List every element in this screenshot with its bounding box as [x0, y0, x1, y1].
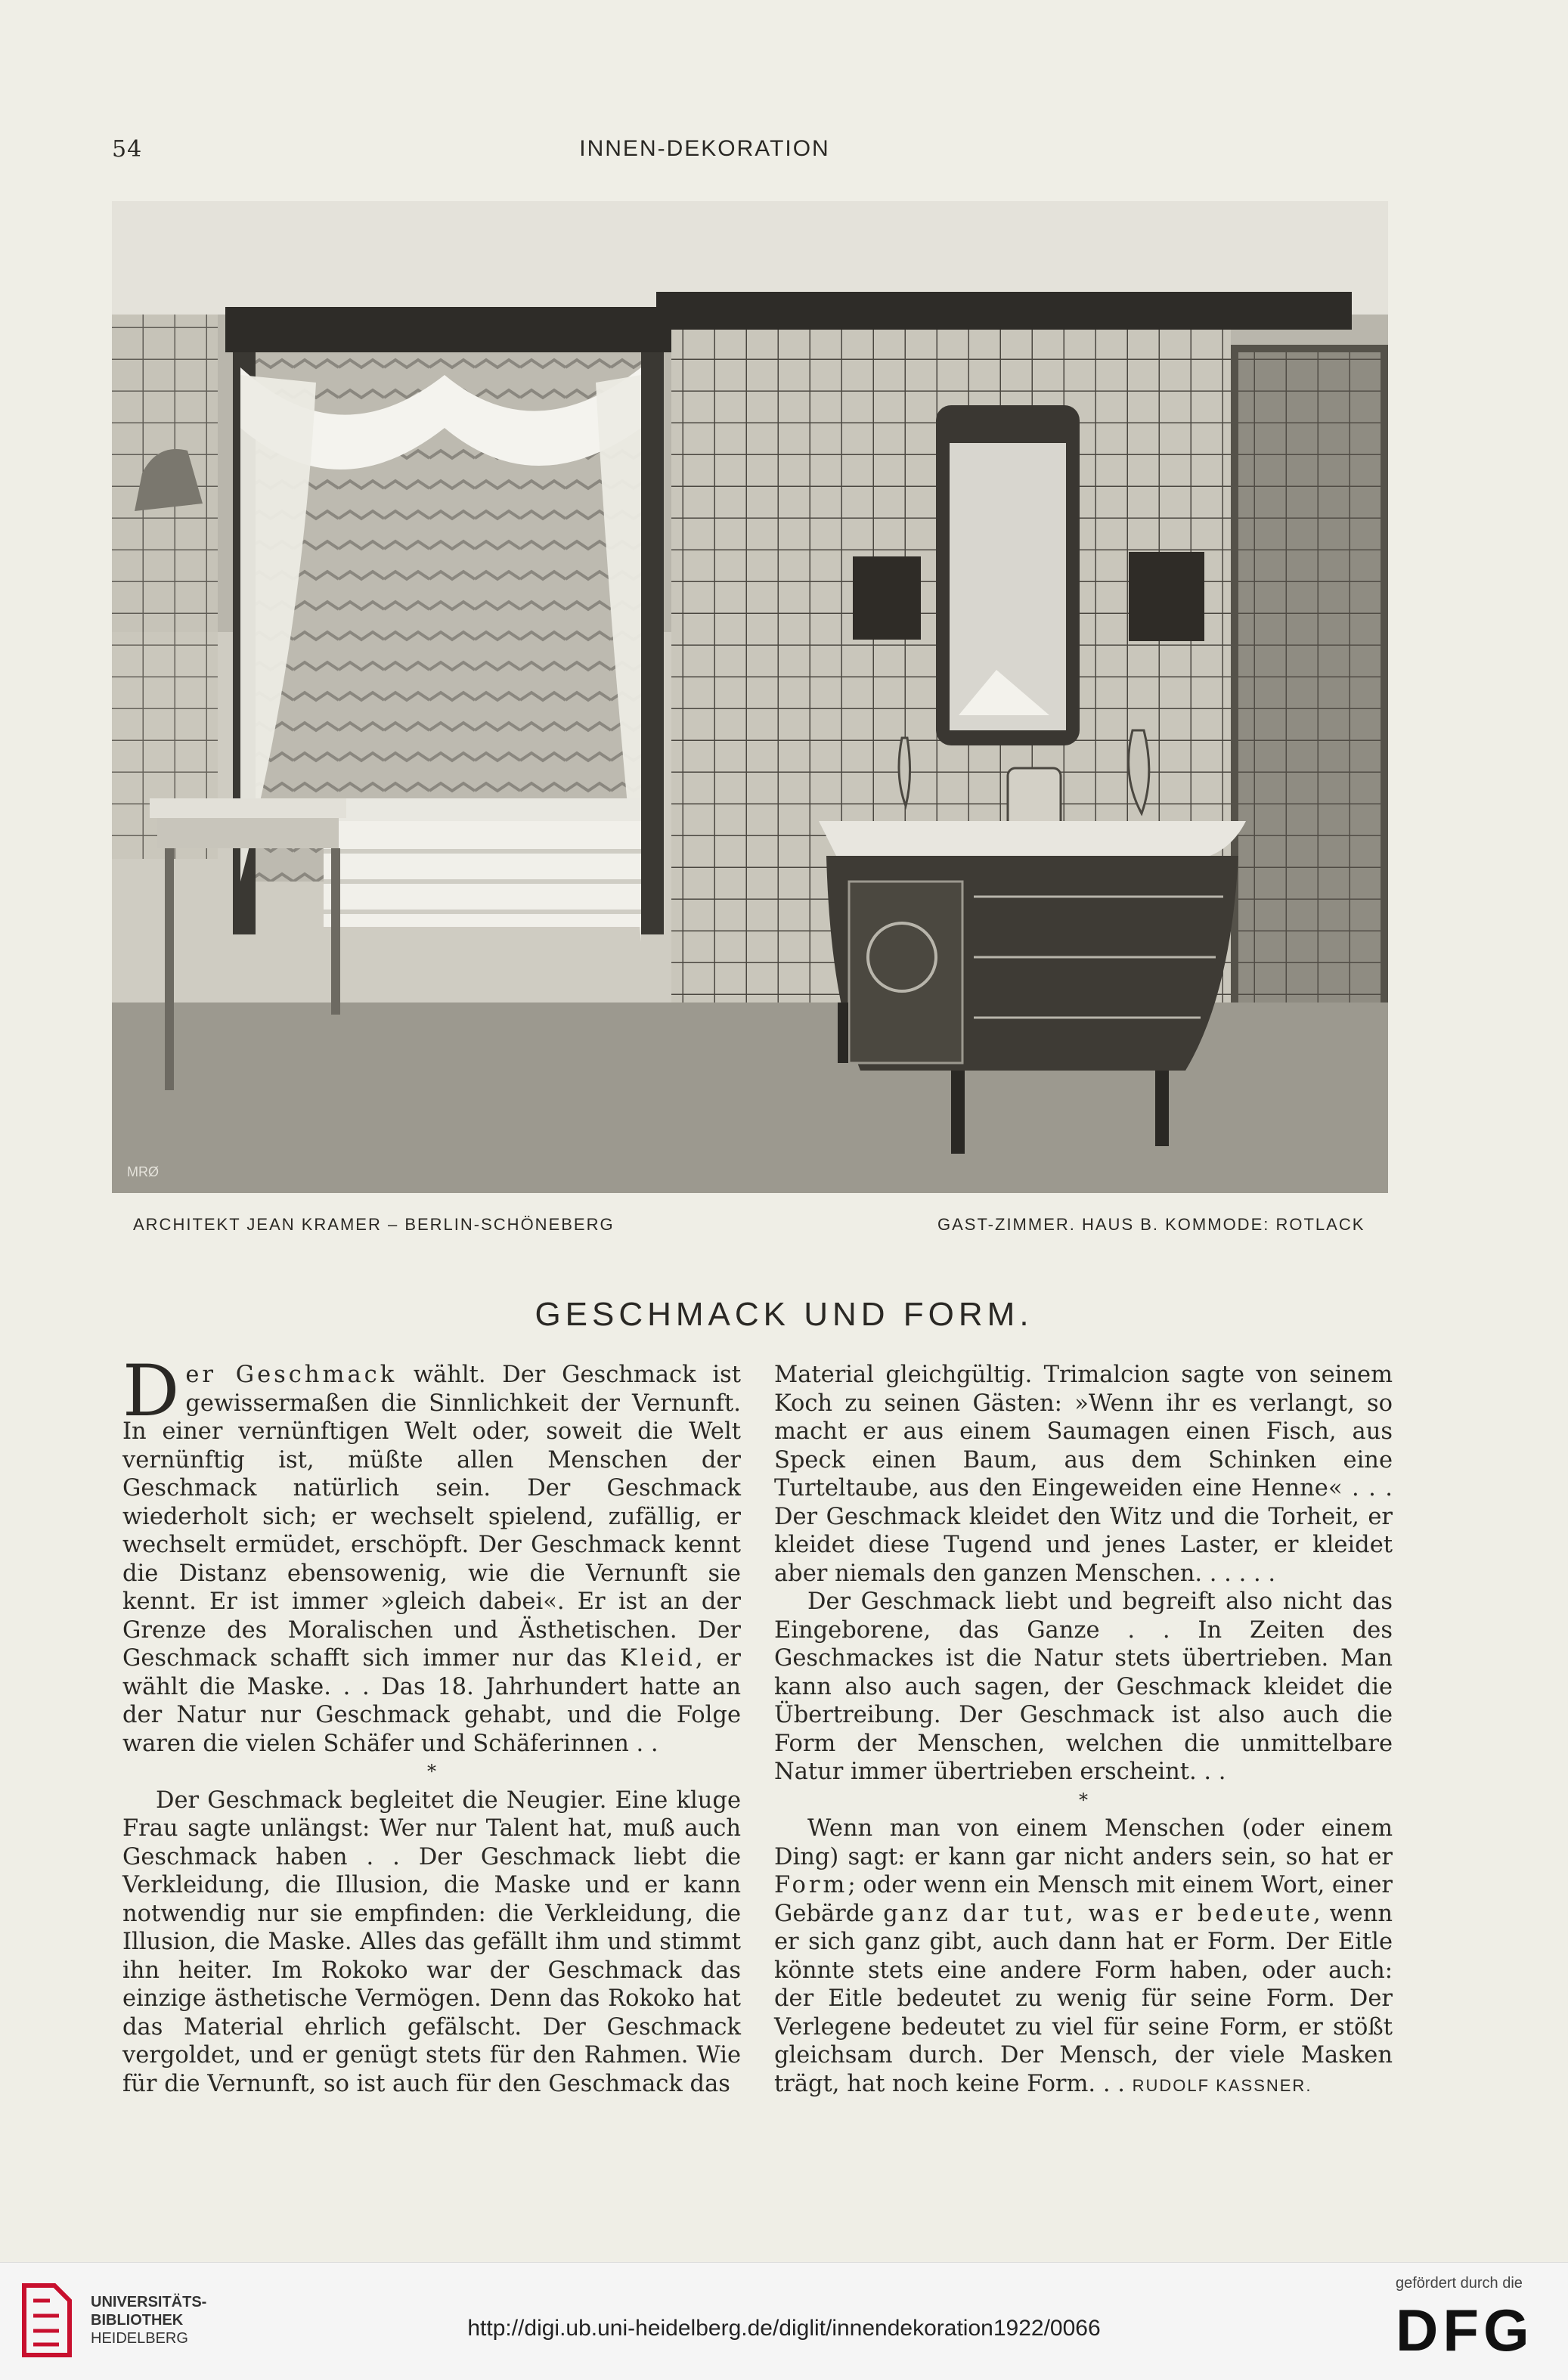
paragraph: Material gleichgültig. Trimalcion sagte von seinem Koch zu seinen Gästen: »Wenn ihr es verlangt, so macht er aus einem Saumagen einen Fisch, aus Speck einen Baum, aus dem Schinken eine Turteltaube, aus den Eingeweiden eine Henne« . . . Der Geschmack kleidet den Witz und die Torheit, er kleidet diese Tugend und jenes Laster, er kleidet aber niemals den ganzen Menschen. . . . . .: [774, 1362, 1393, 1587]
paragraph-text: wählt. Der Geschmack ist gewissermaßen die Sinnlichkeit der Vernunft. In einer vernünftigen Welt oder, soweit die Welt vernünftig ist, müßte allen Menschen der Geschmack natürlich sein. Der Geschmack wiederholt sich; er wechselt spielend, zufällig, er wechselt ermüdet, erschöpft. Der Geschmack kennt die Distanz ebensowenig, wie die Vernunft sie kennt. Er ist immer »gleich dabei«. Er ist an der Grenze des Moralischen und Ästhetischen. Der Geschmack schafft sich immer nur das: [122, 1362, 741, 1672]
text-column-left: [122, 1350, 741, 2098]
photo-monogram: MRØ: [127, 1164, 159, 1179]
library-name-line: HEIDELBERG: [91, 2330, 188, 2347]
bedroom-photo-drawing: [112, 201, 1388, 1193]
caption-room: GAST-ZIMMER. HAUS B. KOMMODE: ROTLACK: [937, 1215, 1365, 1234]
caption-architect: ARCHITEKT JEAN KRAMER – BERLIN-SCHÖNEBERG: [133, 1215, 615, 1234]
running-head: INNEN-DEKORATION: [579, 136, 830, 161]
article-title: GESCHMACK UND FORM.: [535, 1296, 1033, 1333]
paragraph: [122, 1350, 741, 1758]
section-divider-star: *: [1079, 1789, 1088, 1811]
funding-note: gefördert durch die: [1396, 2275, 1523, 2292]
spaced-emphasis: ganz dar tut, was er bedeute: [883, 1900, 1313, 1927]
library-name-line: UNIVERSITÄTS-: [91, 2294, 207, 2310]
paragraph: Der Geschmack begleitet die Neugier. Eine kluge Frau sagte unlängst: Wer nur Talent hat, muß auch Geschmack haben . . Der Geschmack liebt die Verkleidung, die Illusion, die Maske und er kann notwendig nur sie empfinden: die Verkleidung, die Illusion, die Maske. Alles das gefällt ihm und stimmt ihn heiter. Im Rokoko war der Geschmack das einzige ästhetische Vermögen. Denn das Rokoko hat das Material ehrlich gefälscht. Der Geschmack vergoldet, und er genügt stets für den Rahmen. Wie für die Vernunft, so ist auch für den Geschmack das: [122, 1787, 741, 2097]
page-number: 54: [112, 136, 143, 163]
drop-cap: D: [122, 1350, 180, 1433]
spaced-emphasis: er Geschmack: [185, 1362, 398, 1388]
footer-bar: [0, 2262, 1568, 2380]
paragraph-text: , wenn er sich ganz gibt, auch dann hat er Form. Der Eitle könnte stets eine andere Form haben, oder auch: der Eitle bedeutet zu wenig für seine Form. Der Verlegene bedeutet zu viel für seine Form, er stößt gleichsam durch. Der Mensch, der viele Masken trägt, hat noch keine Form. . .: [774, 1900, 1393, 2097]
library-name-line: BIBLIOTHEK: [91, 2312, 184, 2329]
paragraph-text: ; oder wenn ein Mensch mit einem Wort, einer Gebärde: [774, 1872, 1393, 1927]
interior-photograph: [112, 201, 1388, 1193]
section-divider-star: *: [427, 1761, 436, 1782]
spaced-emphasis: Form: [774, 1872, 848, 1898]
author-signature: RUDOLF KASSNER.: [1132, 2075, 1312, 2095]
text-column-right: [774, 1361, 1393, 2100]
permalink[interactable]: http://digi.ub.uni-heidelberg.de/diglit/innendekoration1922/0066: [467, 2316, 1101, 2341]
dfg-logo[interactable]: DFG: [1396, 2297, 1534, 2363]
spaced-emphasis: Kleid: [620, 1645, 696, 1672]
paragraph: Der Geschmack liebt und begreift also nicht das Eingeborene, das Ganze . . In Zeiten des Geschmackes ist die Natur stets übertrieben. Man kann also auch sagen, der Geschmack kleidet die Übertreibung. Der Geschmack ist also auch die Form der Menschen, welchen die unmittelbare Natur immer übertrieben erscheint. . .: [774, 1588, 1393, 1785]
paragraph-text: Wenn man von einem Menschen (oder einem Ding) sagt: er kann gar nicht anders sein, so hat er: [774, 1815, 1393, 1870]
paragraph-text: , er wählt die Maske. . . Das 18. Jahrhundert hatte an der Natur nur Geschmack gehabt, und die Folge waren die vielen Schäfer und Schäferinnen . .: [122, 1645, 741, 1757]
paragraph: [774, 1814, 1393, 2100]
